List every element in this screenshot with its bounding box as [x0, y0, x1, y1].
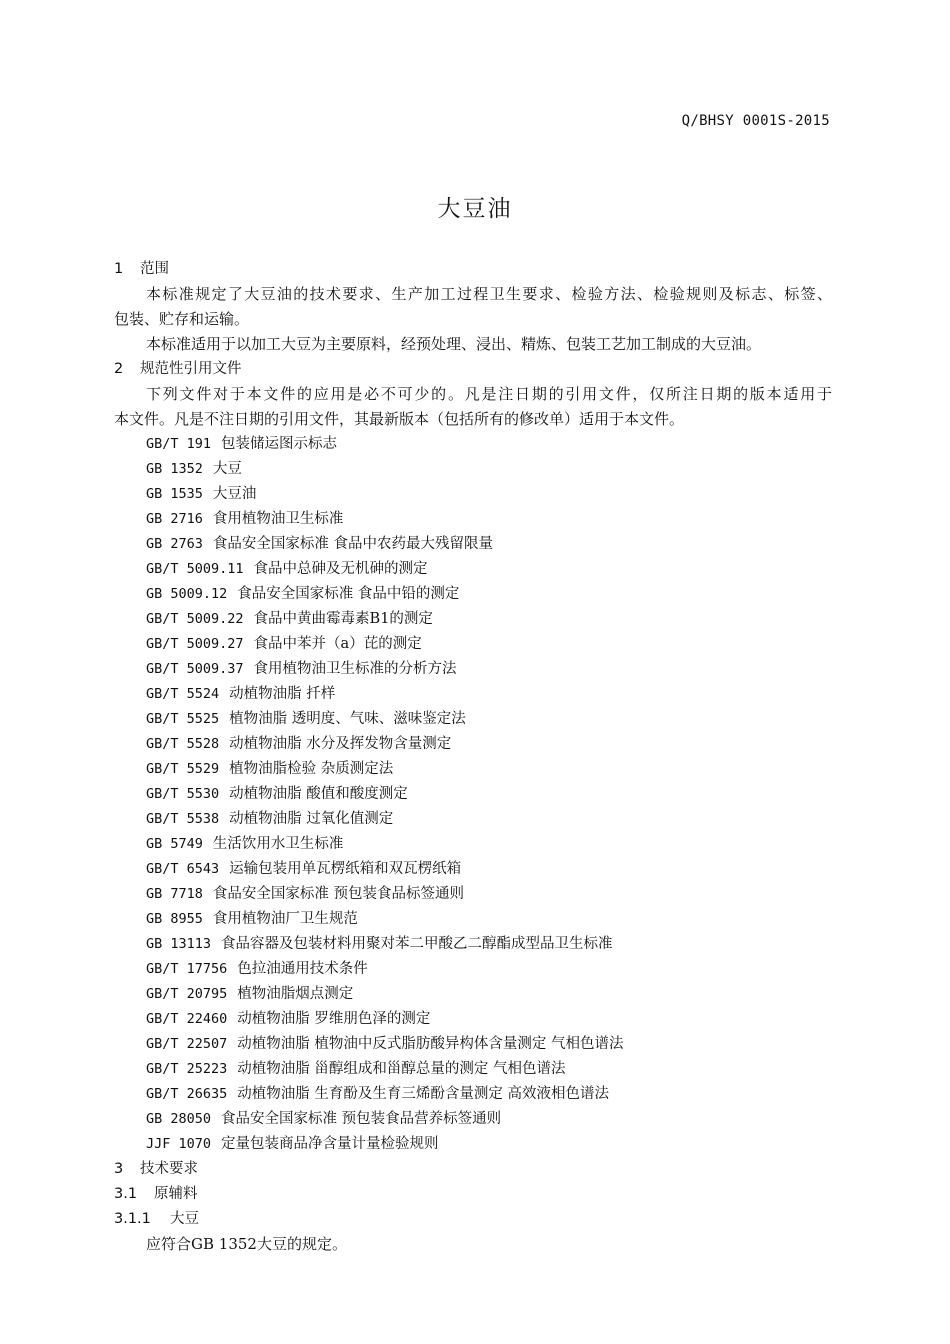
reference-item [114, 482, 832, 507]
paragraph-line: 包装、贮存和运输。 [114, 310, 250, 328]
section-number: 1 [114, 261, 124, 277]
section-number: 3 [114, 1161, 124, 1177]
reference-title: 食品安全国家标准 食品中铅的测定 [237, 586, 460, 602]
reference-item [114, 557, 832, 582]
reference-item [114, 807, 832, 832]
reference-item [114, 982, 832, 1007]
reference-item [114, 432, 832, 457]
section-heading-2 [114, 357, 832, 382]
reference-title: 食用植物油卫生标准的分析方法 [253, 661, 457, 677]
reference-code: GB 1352 [146, 461, 203, 477]
reference-title: 动植物油脂 生育酚及生育三烯酚含量测定 高效液相色谱法 [237, 1086, 609, 1102]
reference-code: GB/T 5538 [146, 811, 220, 827]
subsection-heading-3-1-1 [114, 1207, 832, 1232]
reference-title: 动植物油脂 甾醇组成和甾醇总量的测定 气相色谱法 [237, 1061, 566, 1077]
section-title: 原辅料 [154, 1186, 198, 1202]
section-number: 3.1.1 [114, 1211, 151, 1227]
reference-code: GB/T 25223 [146, 1061, 228, 1077]
reference-code: GB/T 5525 [146, 711, 220, 727]
reference-item [114, 507, 832, 532]
reference-code: GB/T 6543 [146, 861, 220, 877]
reference-item [114, 457, 832, 482]
reference-title: 动植物油脂 植物油中反式脂肪酸异构体含量测定 气相色谱法 [237, 1036, 624, 1052]
reference-code: GB/T 22507 [146, 1036, 228, 1052]
reference-code: GB 2716 [146, 511, 203, 527]
section-title: 大豆 [170, 1211, 199, 1227]
paragraph-line: 本标准适用于以加工大豆为主要原料，经预处理、浸出、精炼、包装工艺加工制成的大豆油。 [146, 335, 762, 353]
document-code: Q/BHSY 0001S-2015 [681, 113, 830, 129]
reference-item [114, 957, 832, 982]
reference-title: 食品容器及包装材料用聚对苯二甲酸乙二醇酯成型品卫生标准 [221, 936, 613, 952]
section-number: 3.1 [114, 1186, 138, 1202]
reference-item [114, 882, 832, 907]
reference-code: GB 13113 [146, 936, 212, 952]
reference-item [114, 932, 832, 957]
paragraph-line: 应符合GB 1352大豆的规定。 [146, 1235, 347, 1253]
reference-code: GB/T 5009.37 [146, 661, 244, 677]
reference-code: GB/T 5009.22 [146, 611, 244, 627]
document-title: 大豆油 [437, 196, 513, 222]
reference-title: 食品安全国家标准 预包装食品营养标签通则 [221, 1111, 502, 1127]
section-title: 技术要求 [140, 1161, 198, 1177]
reference-code: GB 2763 [146, 536, 203, 552]
section-title: 规范性引用文件 [140, 361, 242, 377]
reference-code: GB 28050 [146, 1111, 212, 1127]
reference-code: GB/T 17756 [146, 961, 228, 977]
reference-title: 植物油脂烟点测定 [237, 986, 354, 1002]
paragraph-line: 本文件。凡是不注日期的引用文件，其最新版本（包括所有的修改单）适用于本文件。 [114, 410, 685, 428]
section-number: 2 [114, 361, 124, 377]
reference-item [114, 607, 832, 632]
reference-title: 动植物油脂 扦样 [229, 686, 336, 702]
reference-item [114, 1007, 832, 1032]
section-heading-1 [114, 257, 832, 282]
reference-title: 动植物油脂 罗维朋色泽的测定 [237, 1011, 431, 1027]
reference-item [114, 1057, 832, 1082]
reference-title: 动植物油脂 水分及挥发物含量测定 [229, 736, 452, 752]
reference-code: GB 8955 [146, 911, 203, 927]
paragraph-line: 本标准规定了大豆油的技术要求、生产加工过程卫生要求、检验方法、检验规则及标志、标签、 [146, 285, 832, 303]
section-heading-3 [114, 1157, 832, 1182]
reference-title: 生活饮用水卫生标准 [212, 836, 344, 852]
reference-item [114, 582, 832, 607]
reference-item [114, 632, 832, 657]
reference-title: 食用植物油卫生标准 [212, 511, 344, 527]
reference-item [114, 1107, 832, 1132]
reference-item [114, 657, 832, 682]
reference-title: 定量包装商品净含量计量检验规则 [221, 1136, 439, 1152]
reference-title: 运输包装用单瓦楞纸箱和双瓦楞纸箱 [229, 861, 462, 877]
reference-code: GB/T 5009.11 [146, 561, 244, 577]
reference-item [114, 907, 832, 932]
subsection-heading-3-1 [114, 1182, 832, 1207]
reference-title: 食品中苯并（a）芘的测定 [253, 636, 422, 652]
reference-title: 植物油脂 透明度、气味、滋味鉴定法 [229, 711, 466, 727]
reference-code: GB/T 5529 [146, 761, 220, 777]
reference-title: 包装储运图示标志 [221, 436, 338, 452]
reference-item [114, 757, 832, 782]
reference-code: GB 5009.12 [146, 586, 228, 602]
reference-title: 动植物油脂 酸值和酸度测定 [229, 786, 408, 802]
reference-code: GB/T 5530 [146, 786, 220, 802]
document-body [114, 257, 832, 1257]
reference-code: GB/T 5009.27 [146, 636, 244, 652]
reference-list [114, 432, 832, 1157]
reference-title: 食用植物油厂卫生规范 [212, 911, 358, 927]
reference-item [114, 1082, 832, 1107]
reference-title: 植物油脂检验 杂质测定法 [229, 761, 394, 777]
reference-code: GB 5749 [146, 836, 203, 852]
reference-title: 色拉油通用技术条件 [237, 961, 368, 977]
reference-title: 食品安全国家标准 食品中农药最大残留限量 [212, 536, 494, 552]
reference-code: GB 1535 [146, 486, 203, 502]
reference-code: GB/T 22460 [146, 1011, 228, 1027]
reference-code: GB/T 26635 [146, 1086, 228, 1102]
reference-item [114, 1032, 832, 1057]
reference-title: 食品安全国家标准 预包装食品标签通则 [212, 886, 465, 902]
reference-item [114, 832, 832, 857]
reference-title: 大豆油 [212, 486, 257, 502]
reference-code: GB 7718 [146, 886, 203, 902]
reference-item [114, 857, 832, 882]
reference-code: GB/T 20795 [146, 986, 228, 1002]
reference-code: GB/T 5524 [146, 686, 220, 702]
reference-code: GB/T 5528 [146, 736, 220, 752]
reference-title: 大豆 [212, 461, 242, 477]
reference-title: 动植物油脂 过氧化值测定 [229, 811, 394, 827]
section-title: 范围 [140, 261, 169, 277]
reference-title: 食品中总砷及无机砷的测定 [253, 561, 428, 577]
reference-code: JJF 1070 [146, 1136, 212, 1152]
reference-item [114, 782, 832, 807]
reference-item [114, 532, 832, 557]
reference-title: 食品中黄曲霉毒素B1的测定 [253, 611, 433, 627]
reference-item [114, 707, 832, 732]
reference-item [114, 682, 832, 707]
paragraph-line: 下列文件对于本文件的应用是必不可少的。凡是注日期的引用文件，仅所注日期的版本适用于 [146, 385, 832, 403]
reference-item [114, 1132, 832, 1157]
reference-code: GB/T 191 [146, 436, 212, 452]
reference-item [114, 732, 832, 757]
